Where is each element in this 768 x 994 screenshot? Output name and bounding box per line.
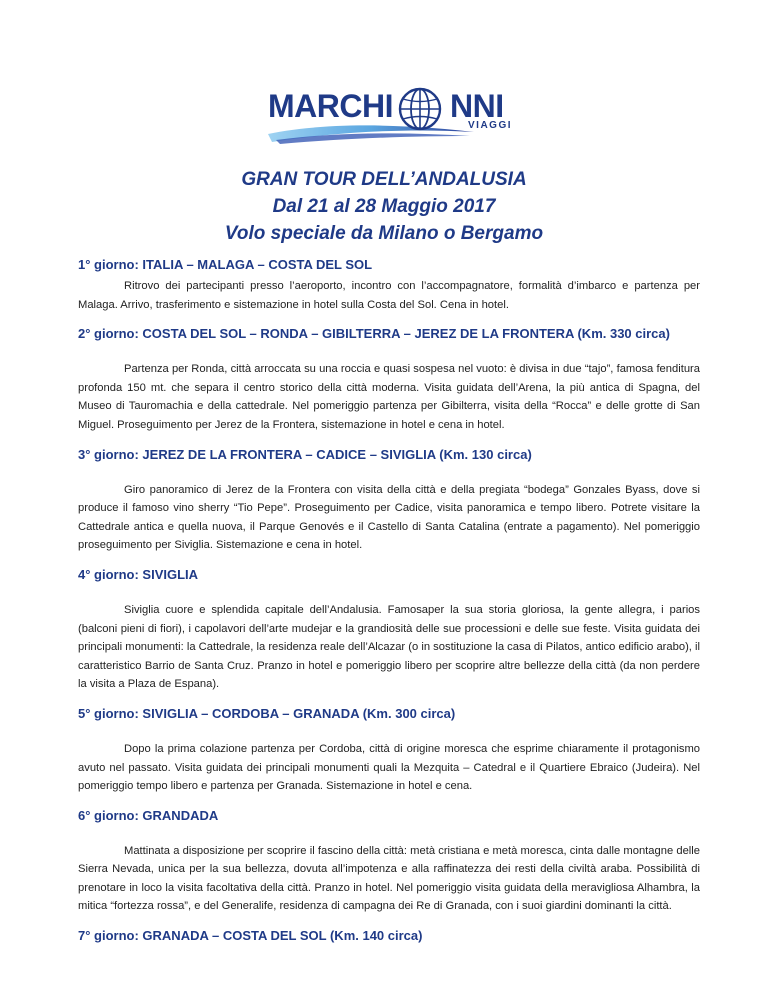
day-description: Partenza per Ronda, città arroccata su una roccia e quasi sospesa nel vuoto: è divisa in due “tajo”, famosa fenditura profonda 150 mt. che separa il centro storico della città moderna. Visita guidata dell’Arena, la più antica di Spagna, del Museo di Tauromachia e della cattedrale. Nel pomeriggio partenza per Gibilterra, visita della “Rocca” e delle grotte di San Miguel. Proseguimento per Jerez de la Frontera, sistemazione in hotel e cena in hotel. (78, 363, 700, 431)
day-heading: 1° giorno: ITALIA – MALAGA – COSTA DEL SOL (78, 257, 373, 272)
day-description: Siviglia cuore e splendida capitale dell’Andalusia. Famosaper la sua storia gloriosa, la gente allegra, i parios (balconi pieni di fiori), i capolavori dell’arte mudejar e la grandiosità delle sue processioni e delle sue feste. Visita guidata dei principali monumenti: la Cattedrale, la residenza reale dell’Alcazar (o in sostituzione la casa di Pilatos, antico edificio arabo), il caratteristico Barrio de Santa Cruz. Pranzo in hotel e pomeriggio libero per scoprire altre bellezze della città (da non perdere la visita a Plaza de Espana). (78, 603, 700, 691)
day-description: Giro panoramico di Jerez de la Frontera con visita della città e della pregiata “bodega” Gonzales Byass, dove si produce il famoso vino sherry “Tio Pepe”. Proseguimento per Cadice, visita panoramica e tempo libero. Potrete visitare la Cattedrale antica e quella nuova, il Parque Genovés e il Castello di Santa Catalina (entrate a pagamento). Nel pomeriggio proseguimento per Siviglia. Sistemazione e cena in hotel. (78, 483, 700, 552)
globe-icon (395, 86, 445, 136)
day-description: Ritrovo dei partecipanti presso l’aeroporto, incontro con l’accompagnatore, formalità d’imbarco e partenza per Malaga. Arrivo, trasferimento e sistemazione in hotel sulla Costa del Sol. Cena in hotel. (78, 280, 700, 311)
itinerary (78, 256, 700, 945)
day-heading: 7° giorno: GRANADA – COSTA DEL SOL (Km. 140 circa) (78, 928, 423, 944)
day-section (78, 927, 700, 945)
day-heading: 6° giorno: GRANDADA (78, 807, 219, 823)
day-section (78, 807, 700, 916)
day-section (78, 566, 700, 694)
title-line-1: GRAN TOUR DELL’ANDALUSIA (241, 169, 527, 190)
title-line-3: Volo speciale da Milano o Bergamo (224, 223, 544, 244)
logo-text-right: NNI (450, 88, 504, 124)
day-section (78, 705, 700, 796)
day-heading: 5° giorno: SIVIGLIA – CORDOBA – GRANADA (Km. 300 circa) (78, 705, 456, 721)
day-section (78, 256, 700, 314)
document-title (0, 166, 768, 247)
day-section (78, 446, 700, 555)
company-logo (268, 86, 513, 142)
logo-subtitle: VIAGGI (468, 120, 513, 131)
day-heading: 2° giorno: COSTA DEL SOL – RONDA – GIBILTERRA – JEREZ DE LA FRONTERA (Km. 330 circa) (78, 326, 670, 342)
logo-text-left: MARCHI (268, 88, 393, 124)
day-description: Mattinata a disposizione per scoprire il fascino della città: metà cristiana e metà moresca, cinta dalle montagne delle Sierra Nevada, unica per la sua bellezza, dovuta all’impotenza e alla raffinatezza dei resti della civiltà araba. Possibilità di prenotare in loco la visita facoltativa della città. Pranzo in hotel. Nel pomeriggio visita guidata della meravigliosa Alhambra, la mitica “fortezza rossa”, e del Generalife, residenza di campagna dei Re di Granada, con i suoi giardini dominanti la città. (78, 844, 700, 913)
day-description: Dopo la prima colazione partenza per Cordoba, città di origine moresca che esprime chiaramente il protagonismo avuto nel passato. Visita guidata dei principali monumenti quali la Mezquita – Catedral e il Quartiere Ebraico (Judeira). Nel pomeriggio tempo libero e partenza per Granada. Sistemazione in hotel e cena. (78, 742, 700, 793)
title-line-2: Dal 21 al 28 Maggio 2017 (272, 196, 496, 217)
day-heading: 4° giorno: SIVIGLIA (78, 566, 199, 582)
day-section (78, 325, 700, 434)
day-heading: 3° giorno: JEREZ DE LA FRONTERA – CADICE – SIVIGLIA (Km. 130 circa) (78, 446, 532, 462)
